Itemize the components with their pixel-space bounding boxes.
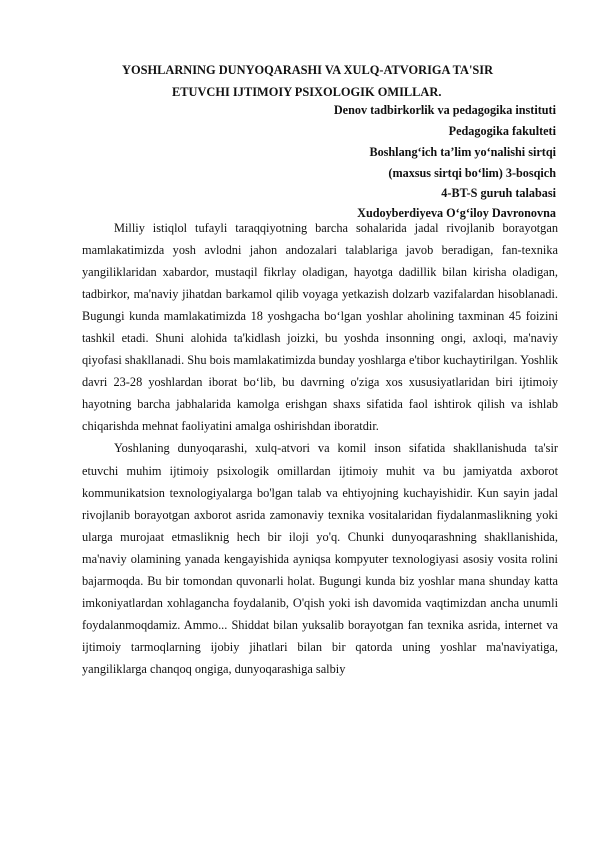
paragraph-2: Yoshlaning dunyoqarashi, xulq-atvori va komil inson sifatida shakllanishuda ta'sir etuvchi muhim ijtimoiy psixologik omillardan ijtimoiy muhit va bu jamiyatda axborot kommunikatsion texnologiyalarga bo'lgan talab va ehtiyojning kuchayishidir. Kun sayin jadal rivojlanib borayotgan axborot asrida zamonaviy texnika vositalaridan fiydalanmaslikning yoki ularga murojaat etmasliknig hech bir iloji yo'q. Chunki dunyoqarashning shakllanishida, ma'naviy olamining yanada kengayishida ayniqsa kompyuter texnologiyasi asosiy vosita rolini bajarmoqda. Bu bir tomondan quvonarli holat. Bugungi kunda biz yoshlar mana shunday katta imkoniyatlardan xohlagancha foydalanib, O'qish yoki ish davomida vaqtimizdan ancha unumli foydalanmoqdamiz. Ammo... Shiddat bilan yuksalib borayotgan fan texnika asrida, internet va ijtimoiy tarmoqlarning ijobiy jihatlari bilan bir qatorda uning yoshlar ma'naviyatiga, yangiliklarga chanqoq ongiga, dunyoqarashiga salbiy (82, 441, 558, 676)
institute-name: Denov tadbirkorlik va pedagogika instituti (333, 103, 556, 117)
faculty-name: Pedagogika fakulteti (448, 124, 556, 138)
paragraph-1: Milliy istiqlol tufayli taraqqiyotning barcha sohalarida jadal rivojlanib borayotgan mamlakatimizda yosh avlodni jahon andozalari talablariga javob beradigan, fan-texnika yangiliklaridan xabardor, mustaqil fikrlay oladigan, hayotga dadillik bilan kirisha oladigan, tadbirkor, ma'naviy jihatdan barkamol qilib voyaga yetkazish dolzarb vazifalardan hisoblanadi. Bugungi kunda mamlakatimizda 18 yoshgacha bo‘lgan yoshlar aholining taxminan 45 foizini tashkil etadi. Shuni alohida ta'kidlash joizki, bu yoshda insonning ongi, axloqi, ma'naviy qiyofasi shakllanadi. Shu bois mamlakatimizda bunday yoshlarga e'tibor kuchaytirilgan. Yoshlik davri 23-28 yoshlardan iborat bo‘lib, bu davrning o'ziga xos xususiyatlaridan biri ijtimoiy hayotning barcha jabhalarida kamolga erishgan shaxs sifatida faol ishtirok qilish va ishlab chiqarishda mehnat faoliyatini amalga oshirishdan iboratdir. (82, 221, 558, 434)
author-name: Xudoyberdiyeva O‘g‘iloy Davronovna (357, 206, 556, 220)
group-name: 4-BT-S guruh talabasi (441, 186, 556, 200)
document-body (82, 217, 558, 680)
title-line-1: YOSHLARNING DUNYOQARASHI VA XULQ-ATVORIGA TA'SIR (122, 63, 494, 77)
course-level: (maxsus sirtqi bo‘lim) 3-bosqich (388, 166, 556, 180)
title-line-2: ETUVCHI IJTIMOIY PSIXOLOGIK OMILLAR. (172, 85, 442, 99)
program-name: Boshlang‘ich ta’lim yo‘nalishi sirtqi (369, 145, 556, 159)
